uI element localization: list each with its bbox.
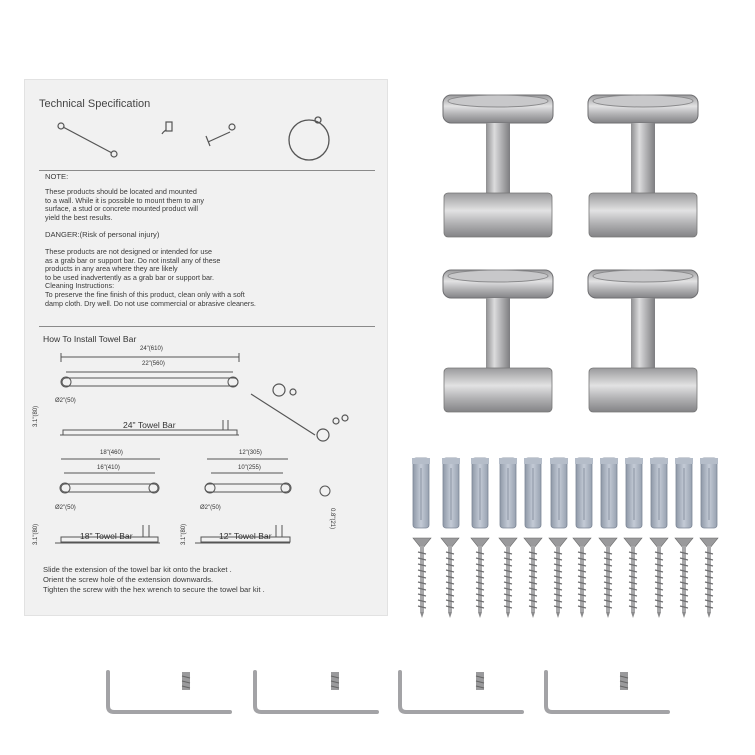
hex-wrench — [546, 672, 668, 712]
install-title: How To Install Towel Bar — [43, 334, 137, 344]
note-heading: NOTE: — [45, 172, 69, 181]
robe-hook — [443, 270, 553, 412]
wall-anchor — [650, 458, 668, 528]
hex-wrench — [108, 672, 230, 712]
dimension-label: 18"(460) — [100, 450, 123, 456]
robe-hook — [443, 95, 553, 237]
dimension-label: 0.8"(21) — [329, 508, 335, 530]
note-text: These products should be located and mounted to a wall. While it is possible to mount them to any surface, a stud or concrete mounted product will yield the best results. — [45, 187, 204, 222]
wall-anchor — [550, 458, 568, 528]
install-instructions: Slide the extension of the towel bar kit onto the bracket . Orient the screw hole of the extension downwards. Tighten the screw with the hex wrench to secure the towel bar kit . — [43, 565, 265, 594]
wall-anchor — [700, 458, 718, 528]
bar-12-label: 12" Towel Bar — [219, 531, 272, 541]
wood-screw — [675, 538, 693, 618]
wood-screw — [499, 538, 517, 618]
dimension-label: 22"(560) — [142, 361, 165, 367]
wood-screw — [471, 538, 489, 618]
set-screw — [182, 672, 190, 690]
danger-heading: DANGER:(Risk of personal injury) — [45, 230, 160, 239]
wall-anchor — [471, 458, 489, 528]
wood-screw — [573, 538, 591, 618]
wall-anchor — [675, 458, 693, 528]
dimension-label: 16"(410) — [97, 465, 120, 471]
wood-screw — [524, 538, 542, 618]
wood-screw — [413, 538, 431, 618]
dimension-label: 12"(305) — [239, 450, 262, 456]
hex-wrench — [255, 672, 377, 712]
bar-18-label: 18" Towel Bar — [80, 531, 133, 541]
dimension-label: 3.1"(80) — [181, 523, 187, 545]
robe-hook — [588, 270, 698, 412]
dimension-label: 3.1"(80) — [33, 523, 39, 545]
wood-screw — [650, 538, 668, 618]
wood-screw — [624, 538, 642, 618]
dimension-label: 10"(255) — [238, 465, 261, 471]
wall-anchor — [442, 458, 460, 528]
wood-screw — [700, 538, 718, 618]
wall-anchor — [600, 458, 618, 528]
hex-wrench — [400, 672, 522, 712]
set-screw — [620, 672, 628, 690]
robe-hook — [588, 95, 698, 237]
wall-anchor — [575, 458, 593, 528]
dimension-label: 24"(610) — [140, 346, 163, 352]
wall-anchor — [625, 458, 643, 528]
dimension-label: Ø2"(50) — [200, 505, 221, 511]
wall-anchor — [499, 458, 517, 528]
wall-anchor — [524, 458, 542, 528]
wall-anchor — [412, 458, 430, 528]
danger-text: These products are not designed or intended for use as a grab bar or support bar. Do not install any of these products in any area where they are likely to be used inadvertently as a grab bar or support bar. Cleaning Instructions: To preserve the fine finish of this product, clean only with a soft damp cloth. Dry well. Do not use commercial or abrasive cleaners. — [45, 247, 256, 308]
wood-screw — [599, 538, 617, 618]
wood-screw — [549, 538, 567, 618]
dimension-label: Ø2"(50) — [55, 398, 76, 404]
spec-title: Technical Specification — [39, 98, 151, 110]
wood-screw — [441, 538, 459, 618]
dimension-label: Ø2"(50) — [55, 505, 76, 511]
set-screw — [331, 672, 339, 690]
set-screw — [476, 672, 484, 690]
bar-24-label: 24" Towel Bar — [123, 420, 176, 430]
dimension-label: 3.1"(80) — [33, 405, 39, 427]
